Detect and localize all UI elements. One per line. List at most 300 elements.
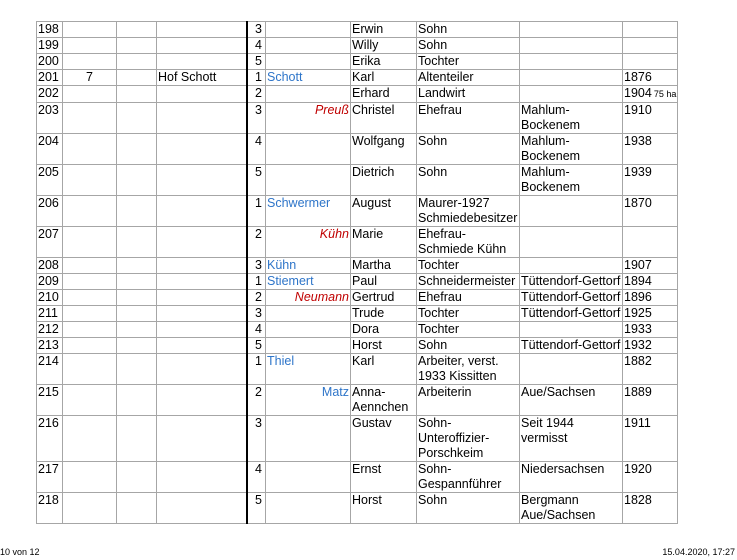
- location: Aue/Sachsen: [521, 385, 596, 399]
- first-name: Paul: [352, 274, 378, 288]
- farm-name-cell: [157, 22, 247, 38]
- birth-year: 1910: [624, 103, 652, 117]
- birth-year: 1932: [624, 338, 652, 352]
- row-number-cell: [37, 385, 63, 416]
- group-number-cell: [63, 165, 117, 196]
- family-name: Neumann: [294, 290, 349, 304]
- location: Mahlum-Bockenem: [521, 103, 581, 132]
- person-index-cell: [247, 54, 266, 70]
- group-number-cell: [63, 196, 117, 227]
- birth-year: 1920: [624, 462, 652, 476]
- birth-year-cell: [623, 196, 678, 227]
- row-number-cell: [37, 54, 63, 70]
- location-cell: [520, 134, 623, 165]
- first-name-cell: [351, 134, 417, 165]
- occupation-cell: [417, 38, 520, 54]
- family-name-cell: [266, 354, 351, 385]
- occupation-cell: [417, 70, 520, 86]
- row-number: 216: [38, 416, 59, 430]
- first-name: Erwin: [352, 22, 384, 36]
- row-number-cell: [37, 86, 63, 103]
- location: Mahlum-Bockenem: [521, 165, 581, 194]
- farm-name-cell: [157, 306, 247, 322]
- person-index-cell: [247, 385, 266, 416]
- row-number: 202: [38, 86, 59, 100]
- birth-year: 1939: [624, 165, 652, 179]
- family-name-cell: [266, 70, 351, 86]
- first-name: Dietrich: [352, 165, 395, 179]
- occupation-cell: [417, 103, 520, 134]
- group-number-cell: [63, 258, 117, 274]
- row-number-cell: [37, 322, 63, 338]
- table-row: [37, 274, 678, 290]
- group-number-cell: [63, 385, 117, 416]
- person-index: 2: [255, 227, 262, 241]
- group-number-cell: [63, 103, 117, 134]
- farm-name-cell: [157, 70, 247, 86]
- family-name: Kühn: [319, 227, 349, 241]
- occupation: Schneidermeister: [418, 274, 516, 288]
- person-index-cell: [247, 22, 266, 38]
- farm-name-cell: [157, 274, 247, 290]
- occupation-cell: [417, 385, 520, 416]
- table-row: [37, 385, 678, 416]
- row-number-cell: [37, 227, 63, 258]
- row-number-cell: [37, 338, 63, 354]
- family-name: Schott: [267, 70, 303, 84]
- person-index-cell: [247, 38, 266, 54]
- row-number: 201: [38, 70, 59, 84]
- family-name-cell: [266, 258, 351, 274]
- first-name: Trude: [352, 306, 385, 320]
- row-number-cell: [37, 22, 63, 38]
- person-index: 2: [255, 290, 262, 304]
- first-name-cell: [351, 258, 417, 274]
- blank-cell-cell: [117, 462, 157, 493]
- row-number: 215: [38, 385, 59, 399]
- person-index: 1: [255, 196, 262, 210]
- occupation: Sohn: [418, 134, 448, 148]
- person-index-cell: [247, 103, 266, 134]
- first-name: Willy: [352, 38, 379, 52]
- occupation-cell: [417, 416, 520, 462]
- occupation: Arbeiter, verst. 1933 Kissitten: [418, 354, 499, 383]
- print-date: 15.04.2020, 17:27: [662, 547, 735, 557]
- birth-year: 1933: [624, 322, 652, 336]
- birth-year-cell: [623, 86, 678, 103]
- first-name-cell: [351, 165, 417, 196]
- birth-year-cell: [623, 416, 678, 462]
- location-cell: [520, 165, 623, 196]
- group-number-cell: [63, 322, 117, 338]
- person-index-cell: [247, 290, 266, 306]
- first-name-cell: [351, 70, 417, 86]
- table-row: [37, 338, 678, 354]
- row-number-cell: [37, 290, 63, 306]
- row-number-cell: [37, 354, 63, 385]
- location-cell: [520, 322, 623, 338]
- person-index-cell: [247, 274, 266, 290]
- group-number-cell: [63, 70, 117, 86]
- blank-cell-cell: [117, 493, 157, 524]
- group-number-cell: [63, 354, 117, 385]
- first-name: Karl: [352, 70, 375, 84]
- row-number-cell: [37, 134, 63, 165]
- birth-year-cell: [623, 134, 678, 165]
- person-index: 1: [255, 354, 262, 368]
- table-row: [37, 354, 678, 385]
- row-number: 200: [38, 54, 59, 68]
- row-number-cell: [37, 416, 63, 462]
- row-number: 206: [38, 196, 59, 210]
- family-name-cell: [266, 290, 351, 306]
- occupation-cell: [417, 54, 520, 70]
- row-number: 199: [38, 38, 59, 52]
- location-cell: [520, 462, 623, 493]
- row-number-cell: [37, 103, 63, 134]
- birth-year-cell: [623, 274, 678, 290]
- location: Bergmann Aue/Sachsen: [521, 493, 596, 522]
- person-index: 3: [255, 22, 262, 36]
- first-name: Wolfgang: [352, 134, 405, 148]
- first-name-cell: [351, 196, 417, 227]
- occupation: Sohn: [418, 165, 448, 179]
- group-number-cell: [63, 416, 117, 462]
- first-name-cell: [351, 103, 417, 134]
- location-cell: [520, 306, 623, 322]
- first-name-cell: [351, 354, 417, 385]
- birth-year-cell: [623, 493, 678, 524]
- blank-cell-cell: [117, 227, 157, 258]
- group-number-cell: [63, 462, 117, 493]
- farm-size-note: 75 ha: [653, 89, 677, 99]
- person-index-cell: [247, 70, 266, 86]
- person-index-cell: [247, 322, 266, 338]
- occupation: Ehefrau-Schmiede Kühn: [418, 227, 507, 256]
- location-cell: [520, 22, 623, 38]
- group-number-cell: [63, 134, 117, 165]
- family-name: Matz: [321, 385, 349, 399]
- birth-year: 1828: [624, 493, 652, 507]
- person-index-cell: [247, 416, 266, 462]
- row-number: 198: [38, 22, 59, 36]
- table-row: [37, 416, 678, 462]
- person-index: 3: [255, 416, 262, 430]
- row-number-cell: [37, 196, 63, 227]
- row-number: 203: [38, 103, 59, 117]
- table-row: [37, 86, 678, 103]
- blank-cell-cell: [117, 22, 157, 38]
- birth-year: 1911: [624, 416, 651, 430]
- occupation-cell: [417, 22, 520, 38]
- farm-name-cell: [157, 103, 247, 134]
- first-name: Erika: [352, 54, 381, 68]
- person-index-cell: [247, 306, 266, 322]
- occupation: Sohn: [418, 338, 448, 352]
- person-index: 4: [255, 134, 262, 148]
- group-number-cell: [63, 86, 117, 103]
- birth-year: 1870: [624, 196, 652, 210]
- occupation: Maurer-1927 Schmiedebesitzer: [418, 196, 518, 225]
- location-cell: [520, 274, 623, 290]
- row-number: 214: [38, 354, 59, 368]
- table-row: [37, 70, 678, 86]
- group-number-cell: [63, 306, 117, 322]
- occupation-cell: [417, 338, 520, 354]
- person-index: 5: [255, 493, 262, 507]
- row-number-cell: [37, 306, 63, 322]
- birth-year-cell: [623, 306, 678, 322]
- first-name: Ernst: [352, 462, 382, 476]
- farm-name-cell: [157, 493, 247, 524]
- person-index: 3: [255, 258, 262, 272]
- farm-name-cell: [157, 165, 247, 196]
- first-name: Christel: [352, 103, 395, 117]
- person-index-cell: [247, 165, 266, 196]
- birth-year-cell: [623, 165, 678, 196]
- family-name-cell: [266, 134, 351, 165]
- person-index-cell: [247, 134, 266, 165]
- group-number-cell: [63, 38, 117, 54]
- person-index: 4: [255, 38, 262, 52]
- blank-cell-cell: [117, 70, 157, 86]
- first-name-cell: [351, 22, 417, 38]
- register-table: [36, 21, 678, 524]
- family-name: Kühn: [267, 258, 297, 272]
- row-number-cell: [37, 70, 63, 86]
- first-name-cell: [351, 86, 417, 103]
- person-index-cell: [247, 258, 266, 274]
- location: Mahlum-Bockenem: [521, 134, 581, 163]
- table-row: [37, 306, 678, 322]
- person-index: 3: [255, 306, 262, 320]
- occupation-cell: [417, 493, 520, 524]
- group-number-cell: [63, 227, 117, 258]
- first-name: Erhard: [352, 86, 390, 100]
- family-name-cell: [266, 322, 351, 338]
- person-index-cell: [247, 354, 266, 385]
- row-number: 212: [38, 322, 59, 336]
- occupation-cell: [417, 354, 520, 385]
- family-name-cell: [266, 54, 351, 70]
- first-name-cell: [351, 493, 417, 524]
- birth-year: 1907: [624, 258, 652, 272]
- page-number: 10 von 12: [0, 547, 40, 557]
- location-cell: [520, 493, 623, 524]
- first-name-cell: [351, 38, 417, 54]
- first-name: Marie: [352, 227, 384, 241]
- blank-cell-cell: [117, 103, 157, 134]
- row-number: 210: [38, 290, 59, 304]
- first-name-cell: [351, 227, 417, 258]
- occupation: Altenteiler: [418, 70, 474, 84]
- farm-name-cell: [157, 338, 247, 354]
- row-number: 209: [38, 274, 59, 288]
- birth-year: 1938: [624, 134, 652, 148]
- birth-year-cell: [623, 54, 678, 70]
- first-name: Horst: [352, 493, 382, 507]
- occupation: Sohn: [418, 38, 448, 52]
- farm-name: Hof Schott: [158, 70, 217, 84]
- birth-year-cell: [623, 103, 678, 134]
- group-number-cell: [63, 274, 117, 290]
- person-index-cell: [247, 462, 266, 493]
- occupation-cell: [417, 134, 520, 165]
- first-name-cell: [351, 290, 417, 306]
- table-row: [37, 196, 678, 227]
- blank-cell-cell: [117, 165, 157, 196]
- occupation: Sohn-Gespannführer: [418, 462, 502, 491]
- table-row: [37, 134, 678, 165]
- family-name: Stiemert: [267, 274, 314, 288]
- first-name-cell: [351, 416, 417, 462]
- birth-year: 1904: [624, 86, 652, 100]
- family-name-cell: [266, 306, 351, 322]
- birth-year-cell: [623, 462, 678, 493]
- first-name-cell: [351, 54, 417, 70]
- occupation-cell: [417, 462, 520, 493]
- table-row: [37, 227, 678, 258]
- family-name-cell: [266, 416, 351, 462]
- farm-name-cell: [157, 38, 247, 54]
- row-number-cell: [37, 462, 63, 493]
- occupation-cell: [417, 258, 520, 274]
- farm-name-cell: [157, 227, 247, 258]
- birth-year-cell: [623, 354, 678, 385]
- farm-name-cell: [157, 354, 247, 385]
- birth-year: 1896: [624, 290, 652, 304]
- table-row: [37, 258, 678, 274]
- first-name-cell: [351, 338, 417, 354]
- family-name-cell: [266, 493, 351, 524]
- occupation: Ehefrau: [418, 103, 462, 117]
- blank-cell-cell: [117, 38, 157, 54]
- occupation-cell: [417, 86, 520, 103]
- person-index-cell: [247, 338, 266, 354]
- family-name-cell: [266, 338, 351, 354]
- table-row: [37, 462, 678, 493]
- location: Tüttendorf-Gettorf: [521, 306, 621, 320]
- person-index: 5: [255, 54, 262, 68]
- birth-year-cell: [623, 338, 678, 354]
- person-index: 4: [255, 462, 262, 476]
- family-name-cell: [266, 86, 351, 103]
- occupation: Ehefrau: [418, 290, 462, 304]
- row-number-cell: [37, 258, 63, 274]
- first-name: Karl: [352, 354, 375, 368]
- farm-name-cell: [157, 258, 247, 274]
- location-cell: [520, 354, 623, 385]
- row-number: 207: [38, 227, 59, 241]
- row-number-cell: [37, 38, 63, 54]
- row-number: 217: [38, 462, 59, 476]
- table-row: [37, 54, 678, 70]
- person-index: 5: [255, 338, 262, 352]
- birth-year-cell: [623, 22, 678, 38]
- farm-name-cell: [157, 385, 247, 416]
- group-number-cell: [63, 493, 117, 524]
- first-name-cell: [351, 462, 417, 493]
- row-number: 208: [38, 258, 59, 272]
- table-row: [37, 103, 678, 134]
- blank-cell-cell: [117, 258, 157, 274]
- group-number-cell: [63, 54, 117, 70]
- location-cell: [520, 416, 623, 462]
- person-index-cell: [247, 196, 266, 227]
- table-row: [37, 322, 678, 338]
- first-name: August: [352, 196, 391, 210]
- table-row: [37, 290, 678, 306]
- birth-year-cell: [623, 385, 678, 416]
- first-name: Horst: [352, 338, 382, 352]
- farm-name-cell: [157, 322, 247, 338]
- farm-name-cell: [157, 134, 247, 165]
- row-number-cell: [37, 165, 63, 196]
- blank-cell-cell: [117, 338, 157, 354]
- row-number: 211: [38, 306, 58, 320]
- first-name: Gertrud: [352, 290, 395, 304]
- family-name-cell: [266, 462, 351, 493]
- location-cell: [520, 290, 623, 306]
- first-name: Anna-Aennchen: [352, 385, 409, 414]
- location: Seit 1944 vermisst: [521, 416, 574, 445]
- occupation-cell: [417, 274, 520, 290]
- person-index: 1: [255, 274, 262, 288]
- farm-name-cell: [157, 86, 247, 103]
- location-cell: [520, 103, 623, 134]
- blank-cell-cell: [117, 134, 157, 165]
- first-name-cell: [351, 274, 417, 290]
- location-cell: [520, 385, 623, 416]
- blank-cell-cell: [117, 290, 157, 306]
- occupation-cell: [417, 165, 520, 196]
- family-name-cell: [266, 22, 351, 38]
- family-name-cell: [266, 196, 351, 227]
- person-index-cell: [247, 493, 266, 524]
- location: Tüttendorf-Gettorf: [521, 338, 621, 352]
- table-row: [37, 38, 678, 54]
- family-name: Preuß: [314, 103, 349, 117]
- family-name-cell: [266, 38, 351, 54]
- occupation: Tochter: [418, 322, 459, 336]
- blank-cell-cell: [117, 306, 157, 322]
- person-index: 3: [255, 103, 262, 117]
- row-number: 204: [38, 134, 59, 148]
- table-row: [37, 22, 678, 38]
- location: Tüttendorf-Gettorf: [521, 290, 621, 304]
- birth-year: 1882: [624, 354, 652, 368]
- occupation: Landwirt: [418, 86, 466, 100]
- location-cell: [520, 196, 623, 227]
- occupation: Tochter: [418, 258, 459, 272]
- occupation-cell: [417, 290, 520, 306]
- birth-year-cell: [623, 38, 678, 54]
- occupation: Sohn: [418, 493, 448, 507]
- family-name: Thiel: [267, 354, 295, 368]
- group-number: 7: [86, 70, 93, 84]
- location-cell: [520, 338, 623, 354]
- blank-cell-cell: [117, 86, 157, 103]
- person-index: 2: [255, 86, 262, 100]
- person-index: 4: [255, 322, 262, 336]
- first-name: Dora: [352, 322, 380, 336]
- location-cell: [520, 70, 623, 86]
- birth-year-cell: [623, 227, 678, 258]
- location: Niedersachsen: [521, 462, 605, 476]
- person-index: 1: [255, 70, 262, 84]
- blank-cell-cell: [117, 354, 157, 385]
- occupation-cell: [417, 322, 520, 338]
